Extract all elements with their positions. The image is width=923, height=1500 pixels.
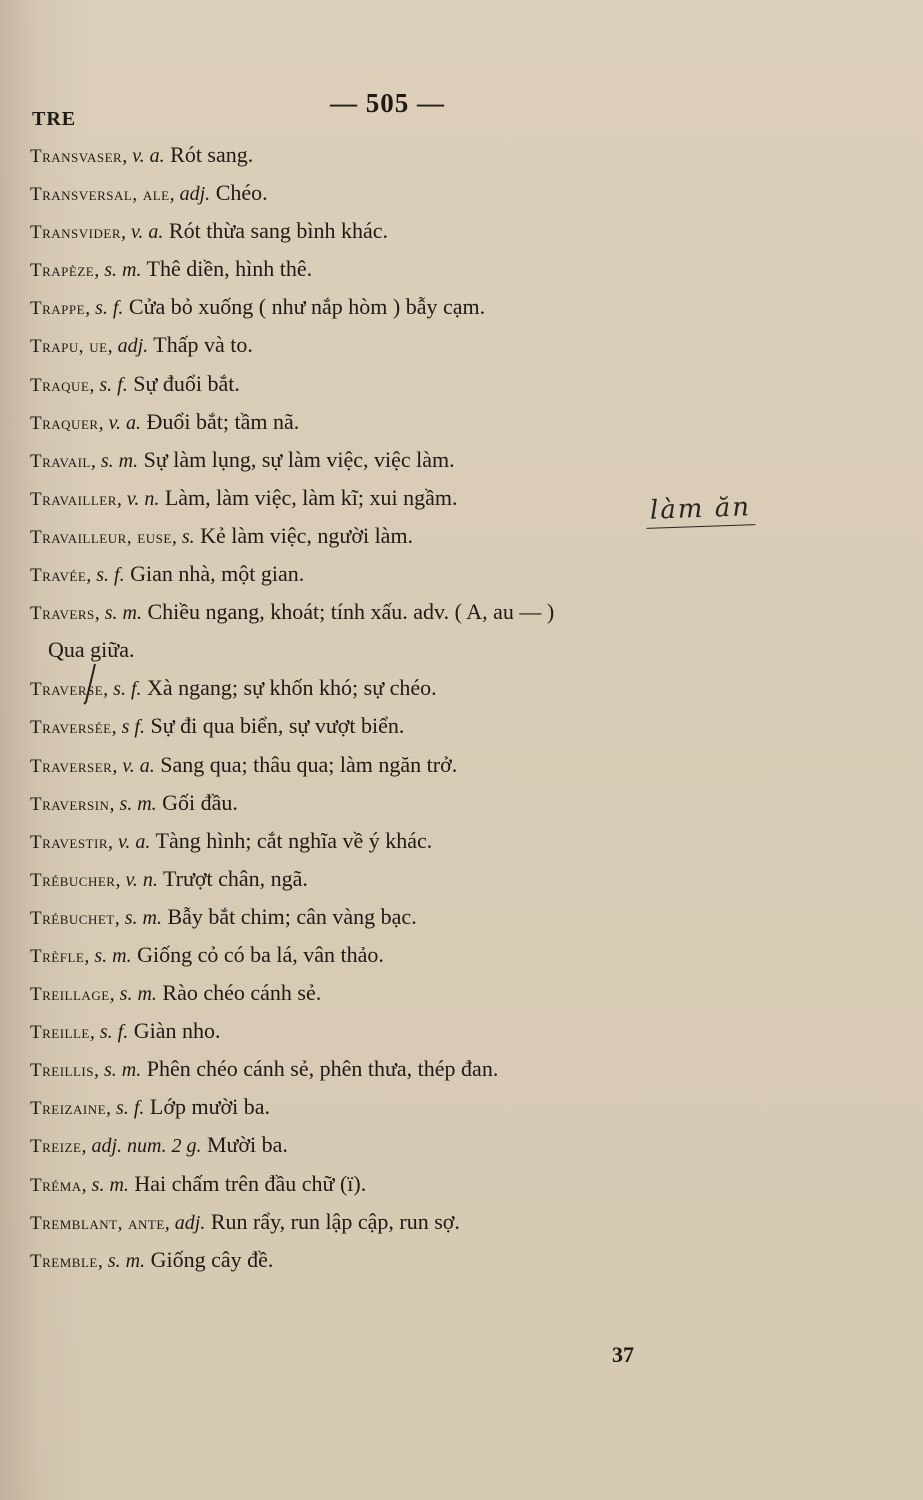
- entry-grammar: , s. m.: [114, 906, 162, 929]
- entry-grammar: , s. m.: [94, 259, 142, 282]
- entry-definition: Sự đi qua biển, sự vượt biển.: [144, 713, 405, 739]
- entry-definition: Gối đầu.: [156, 789, 238, 815]
- entry-headword: Trébucher: [30, 869, 116, 891]
- dictionary-entries: [30, 136, 890, 1279]
- entry-definition: Đuổi bắt; tầm nã.: [140, 408, 300, 434]
- entry-grammar: , v. n.: [115, 868, 158, 891]
- entry-headword: Traversin: [30, 793, 110, 815]
- entry-grammar: , s. f.: [89, 373, 128, 396]
- entry-grammar: , s. m.: [90, 449, 139, 472]
- entry-headword: Travestir: [30, 831, 108, 853]
- entry-headword: Tremble: [30, 1250, 98, 1272]
- entry-definition: Giống cây đề.: [145, 1246, 274, 1272]
- entry-definition: Bẫy bắt chim; cân vàng bạc.: [161, 903, 417, 929]
- dictionary-entry: [30, 326, 890, 364]
- entry-definition: Mười ba.: [201, 1132, 288, 1158]
- entry-grammar: , s. f.: [103, 678, 142, 701]
- dictionary-entry: [30, 1012, 890, 1050]
- entry-headword: Traverse: [30, 679, 104, 701]
- entry-grammar: , adj. num. 2 g.: [81, 1135, 202, 1158]
- signature-mark: 37: [612, 1342, 634, 1367]
- entry-definition: Cửa bỏ xuống ( như nắp hòm ) bẫy cạm.: [123, 294, 486, 320]
- entry-definition: Thê diền, hình thê.: [141, 256, 313, 282]
- dictionary-entry: [30, 631, 890, 669]
- entry-headword: Travée: [30, 565, 87, 587]
- entry-grammar: , s f.: [111, 716, 145, 739]
- entry-headword: Traversée: [30, 717, 112, 739]
- entry-grammar: , s. m.: [97, 1249, 146, 1272]
- entry-headword: Tremblant, ante: [30, 1212, 165, 1234]
- entry-grammar: , adj.: [164, 1211, 206, 1234]
- entry-headword: Trappe: [30, 298, 86, 320]
- entry-grammar: , s. f.: [85, 297, 124, 320]
- dictionary-entry: [30, 136, 890, 174]
- entry-grammar: , v. a.: [121, 221, 164, 244]
- dictionary-entry: [30, 288, 890, 326]
- dictionary-entry: [30, 707, 890, 745]
- entry-definition: Chéo.: [210, 180, 268, 206]
- entry-grammar: , s. m.: [84, 944, 132, 967]
- entry-grammar: , v. a.: [98, 411, 141, 434]
- entry-headword: Trébuchet: [30, 907, 115, 929]
- dictionary-entry: [30, 1165, 890, 1203]
- entry-definition: Rót thừa sang bình khác.: [163, 218, 388, 244]
- entry-definition: Gian nhà, một gian.: [124, 561, 305, 587]
- entry-definition: Rót sang.: [164, 142, 254, 167]
- entry-grammar: , s. m.: [94, 1059, 142, 1082]
- entry-headword: Trapu, ue: [30, 336, 108, 358]
- dictionary-entry: [30, 593, 890, 631]
- dictionary-entry: [30, 403, 890, 441]
- dictionary-entry: [30, 1088, 890, 1126]
- dictionary-entry: [30, 822, 890, 860]
- dictionary-entry: [30, 746, 890, 784]
- dictionary-entry: [30, 860, 890, 898]
- entry-definition: Hai chấm trên đầu chữ (ï).: [128, 1170, 367, 1196]
- entry-definition: Kẻ làm việc, người làm.: [194, 522, 414, 548]
- dictionary-entry: [30, 365, 890, 403]
- dictionary-entry: [30, 555, 890, 593]
- entry-definition: Phên chéo cánh sẻ, phên thưa, thép đan.: [141, 1056, 499, 1082]
- entry-grammar: , v. n.: [116, 487, 160, 510]
- entry-headword: Travailleur, euse: [30, 526, 172, 548]
- page-header: [0, 78, 923, 138]
- entry-grammar: , s. f.: [89, 1021, 129, 1044]
- entry-headword: Trèfle: [30, 945, 85, 967]
- dictionary-entry: [30, 1126, 890, 1164]
- dictionary-entry: [30, 517, 890, 555]
- dictionary-entry: [30, 212, 890, 250]
- entry-headword: Trapèze: [30, 260, 95, 282]
- entry-headword: Transvaser: [30, 146, 123, 167]
- dictionary-entry: [30, 936, 890, 974]
- entry-headword: Traquer: [30, 412, 99, 434]
- entry-definition: Run rẩy, run lập cập, run sợ.: [205, 1208, 460, 1234]
- dictionary-entry: [30, 250, 890, 288]
- entry-definition: Giàn nho.: [128, 1018, 221, 1044]
- dictionary-entry: [30, 1050, 890, 1088]
- handwritten-annotation: làm ăn: [645, 492, 755, 529]
- entry-definition: Sự đuổi bắt.: [127, 370, 240, 396]
- entry-headword: Traverser: [30, 755, 113, 777]
- entry-definition: Thấp và to.: [148, 332, 253, 358]
- dictionary-entry: [30, 174, 890, 212]
- entry-definition: Tàng hình; cắt nghĩa về ý khác.: [150, 827, 433, 853]
- dictionary-entry: [30, 669, 890, 707]
- dictionary-entry: [30, 1203, 890, 1241]
- entry-definition: Làm, làm việc, làm kĩ; xui ngầm.: [159, 484, 458, 510]
- entry-grammar: , adj.: [169, 183, 211, 206]
- entry-definition: Lớp mười ba.: [144, 1094, 271, 1120]
- running-head: TRE: [32, 108, 77, 130]
- entry-headword: Transvider: [30, 222, 122, 244]
- entry-grammar: , s. m.: [109, 792, 157, 815]
- entry-headword: Treize: [30, 1136, 82, 1158]
- entry-headword: Treille: [30, 1022, 90, 1044]
- entry-definition: Sang qua; thâu qua; làm ngăn trở.: [154, 751, 458, 777]
- entry-headword: Transversal, ale: [30, 184, 170, 206]
- entry-grammar: , v. a.: [108, 830, 151, 853]
- entry-grammar: , s. m.: [94, 602, 142, 625]
- entry-headword: Treillage: [30, 984, 110, 1006]
- entry-grammar: , s. f.: [106, 1097, 145, 1120]
- entry-definition: Xà ngang; sự khốn khó; sự chéo.: [141, 675, 437, 701]
- entry-headword: Traque: [30, 374, 90, 396]
- dictionary-entry: [30, 1241, 890, 1279]
- entry-definition: Trượt chân, ngã.: [157, 865, 308, 891]
- entry-grammar: , s.: [171, 525, 195, 548]
- dictionary-entry: [30, 784, 890, 822]
- dictionary-entry: [30, 898, 890, 936]
- entry-definition: Qua giữa.: [48, 637, 135, 663]
- dictionary-entry: [30, 479, 890, 517]
- entry-definition: Chiều ngang, khoát; tính xấu. adv. ( A, au — ): [141, 599, 555, 625]
- page-number: — 505 —: [330, 88, 445, 118]
- entry-grammar: , v. a.: [122, 145, 165, 167]
- entry-definition: Sự làm lụng, sự làm việc, việc làm.: [138, 446, 455, 472]
- entry-grammar: , s. f.: [86, 564, 125, 587]
- entry-definition: Giống cỏ có ba lá, vân thảo.: [131, 941, 384, 967]
- entry-grammar: , s. m.: [109, 983, 157, 1006]
- entry-grammar: , adj.: [107, 335, 149, 358]
- entry-grammar: , s. m.: [81, 1173, 129, 1196]
- entry-grammar: , v. a.: [112, 754, 155, 777]
- entry-headword: Treizaine: [30, 1098, 107, 1120]
- entry-headword: Tréma: [30, 1174, 82, 1196]
- entry-headword: Travers: [30, 603, 95, 625]
- entry-headword: Travailler: [30, 488, 117, 510]
- entry-headword: Travail: [30, 450, 91, 472]
- dictionary-entry: [30, 441, 890, 479]
- entry-definition: Rào chéo cánh sẻ.: [156, 980, 322, 1006]
- dictionary-entry: [30, 974, 890, 1012]
- entry-headword: Treillis: [30, 1060, 94, 1082]
